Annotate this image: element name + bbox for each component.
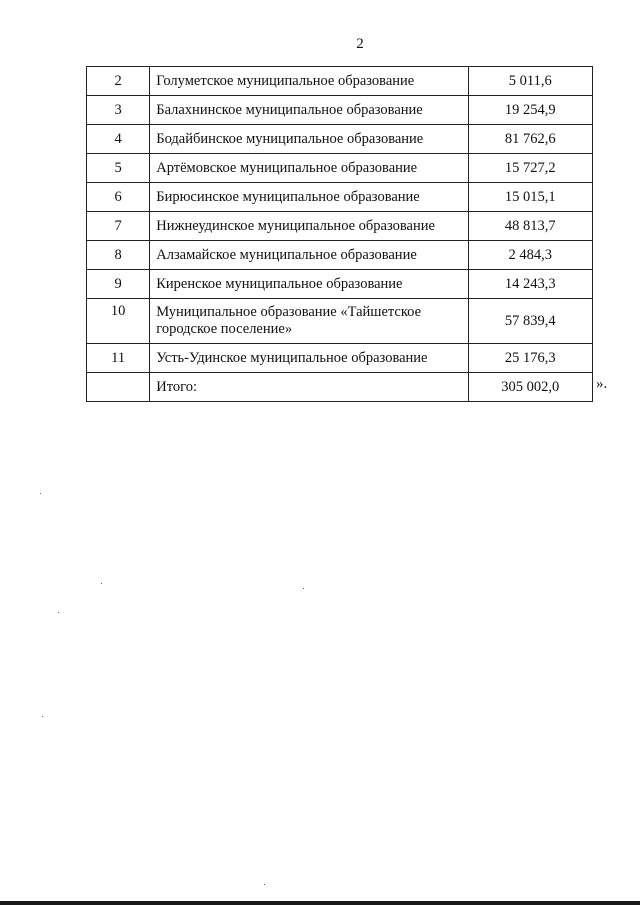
table-row [87,67,593,96]
municipality-name: Бирюсинское муниципальное образование [150,183,468,212]
table-row [87,125,593,154]
amount: 25 176,3 [468,344,593,373]
closing-quote: ». [596,376,608,392]
scan-speck [42,716,43,717]
amount: 2 484,3 [468,241,593,270]
row-number: 3 [87,96,150,125]
amount: 48 813,7 [468,212,593,241]
amount: 5 011,6 [468,67,593,96]
scan-edge [0,901,640,905]
table-row [87,241,593,270]
scan-speck [58,612,59,613]
row-number: 8 [87,241,150,270]
municipality-name: Нижнеудинское муниципальное образование [150,212,468,241]
municipality-name: Киренское муниципальное образование [150,270,468,299]
table-row [87,344,593,373]
row-number: 9 [87,270,150,299]
amount: 57 839,4 [468,299,593,344]
row-number: 11 [87,344,150,373]
scan-speck [101,583,102,584]
amount: 15 727,2 [468,154,593,183]
table-row [87,183,593,212]
municipality-name: Бодайбинское муниципальное образование [150,125,468,154]
row-number: 10 [87,299,150,344]
total-row [87,373,593,402]
scan-speck [40,493,41,494]
row-number: 2 [87,67,150,96]
row-number: 4 [87,125,150,154]
total-amount: 305 002,0 [468,373,593,402]
table-row [87,212,593,241]
row-number: 7 [87,212,150,241]
amount: 15 015,1 [468,183,593,212]
amount: 19 254,9 [468,96,593,125]
municipality-name: Усть-Удинское муниципальное образование [150,344,468,373]
municipality-name: Алзамайское муниципальное образование [150,241,468,270]
municipality-name: Балахнинское муниципальное образование [150,96,468,125]
table-row [87,96,593,125]
page-number: 2 [356,36,364,52]
municipality-name: Голуметское муниципальное образование [150,67,468,96]
row-number: 6 [87,183,150,212]
total-number [87,373,150,402]
municipality-name: Муниципальное образование «Тайшетское городское поселение» [150,299,468,344]
row-number: 5 [87,154,150,183]
municipality-name: Артёмовское муниципальное образование [150,154,468,183]
total-label: Итого: [150,373,468,402]
scan-speck [264,884,265,885]
table-row [87,299,593,344]
table-row [87,270,593,299]
amount: 81 762,6 [468,125,593,154]
allocation-table [86,66,593,402]
scan-speck [303,588,304,589]
amount: 14 243,3 [468,270,593,299]
table-row [87,154,593,183]
